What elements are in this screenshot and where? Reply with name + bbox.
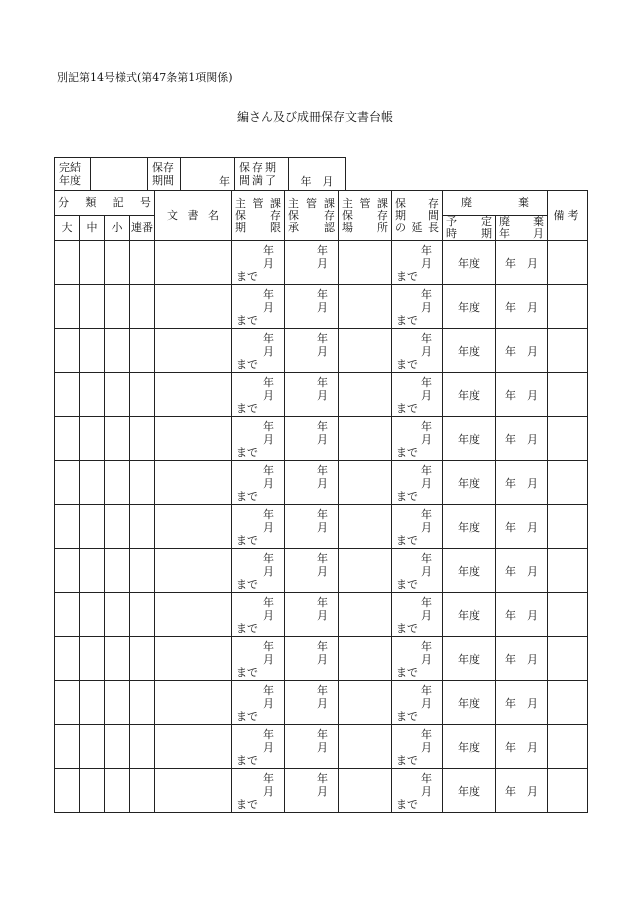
document-name-cell[interactable]: [155, 637, 232, 681]
document-name-cell[interactable]: [155, 549, 232, 593]
small-cell[interactable]: [105, 373, 130, 417]
document-name-cell[interactable]: [155, 241, 232, 285]
planned-disposal-cell[interactable]: 年度: [443, 593, 496, 637]
approval-cell[interactable]: 年 月: [285, 725, 339, 769]
extension-cell[interactable]: 年 月 まで: [392, 549, 443, 593]
remarks-cell[interactable]: [548, 417, 588, 461]
disposed-date-cell[interactable]: 年 月: [496, 681, 548, 725]
planned-disposal-cell[interactable]: 年度: [443, 549, 496, 593]
disposed-date-cell[interactable]: 年 月: [496, 241, 548, 285]
table-row: [55, 329, 588, 373]
planned-disposal-cell[interactable]: 年度: [443, 505, 496, 549]
approval-cell[interactable]: 年 月: [285, 505, 339, 549]
medium-cell[interactable]: [80, 329, 105, 373]
disposed-date-cell[interactable]: 年 月: [496, 373, 548, 417]
disposed-date-cell[interactable]: 年 月: [496, 637, 548, 681]
remarks-cell[interactable]: [548, 681, 588, 725]
disposed-date-cell[interactable]: 年 月: [496, 285, 548, 329]
retention-expiry-field[interactable]: [289, 158, 346, 191]
retention-limit-cell[interactable]: 年 月 まで: [232, 329, 285, 373]
extension-cell[interactable]: 年 月 まで: [392, 373, 443, 417]
serial-cell[interactable]: [130, 725, 155, 769]
classification-header: 分 類 記 号: [55, 191, 155, 216]
place-cell[interactable]: [339, 769, 392, 813]
approval-cell[interactable]: 年 月: [285, 769, 339, 813]
place-cell[interactable]: [339, 549, 392, 593]
medium-cell[interactable]: [80, 549, 105, 593]
approval-cell[interactable]: 年 月: [285, 593, 339, 637]
table-row: [55, 549, 588, 593]
table-row: [55, 285, 588, 329]
table-row: [55, 769, 588, 813]
place-cell[interactable]: [339, 285, 392, 329]
table-row: [55, 725, 588, 769]
extension-header: 保 存 期 間 の 延 長: [392, 191, 443, 241]
large-cell[interactable]: [55, 681, 80, 725]
small-cell[interactable]: [105, 461, 130, 505]
place-cell[interactable]: [339, 241, 392, 285]
remarks-cell[interactable]: [548, 725, 588, 769]
small-cell[interactable]: [105, 725, 130, 769]
large-cell[interactable]: [55, 505, 80, 549]
serial-cell[interactable]: [130, 681, 155, 725]
planned-disposal-cell[interactable]: 年度: [443, 681, 496, 725]
place-cell[interactable]: [339, 725, 392, 769]
medium-cell[interactable]: [80, 725, 105, 769]
medium-cell[interactable]: [80, 241, 105, 285]
disposed-header: 廃 棄 年 月: [496, 216, 548, 241]
table-row: [55, 241, 588, 285]
small-cell[interactable]: [105, 241, 130, 285]
disposed-date-cell[interactable]: 年 月: [496, 593, 548, 637]
retention-limit-cell[interactable]: 年 月 まで: [232, 549, 285, 593]
serial-cell[interactable]: [130, 241, 155, 285]
retention-limit-cell[interactable]: 年 月 まで: [232, 593, 285, 637]
approval-cell[interactable]: 年 月: [285, 461, 339, 505]
small-header: 小: [105, 216, 130, 241]
disposed-date-cell[interactable]: 年 月: [496, 549, 548, 593]
table-row: [55, 681, 588, 725]
retention-limit-cell[interactable]: 年 月 まで: [232, 681, 285, 725]
place-cell[interactable]: [339, 593, 392, 637]
main-place-header: 主 管 課 保 存 場 所: [339, 191, 392, 241]
disposed-date-cell[interactable]: 年 月: [496, 725, 548, 769]
large-cell[interactable]: [55, 285, 80, 329]
large-cell[interactable]: [55, 373, 80, 417]
extension-cell[interactable]: 年 月 まで: [392, 769, 443, 813]
planned-disposal-cell[interactable]: 年度: [443, 637, 496, 681]
document-name-cell[interactable]: [155, 681, 232, 725]
large-cell[interactable]: [55, 417, 80, 461]
extension-cell[interactable]: 年 月 まで: [392, 329, 443, 373]
document-name-cell[interactable]: [155, 461, 232, 505]
disposed-date-cell[interactable]: 年 月: [496, 769, 548, 813]
approval-cell[interactable]: 年 月: [285, 417, 339, 461]
large-cell[interactable]: [55, 549, 80, 593]
page-title: 編さん及び成冊保存文書台帳: [236, 110, 393, 124]
extension-cell[interactable]: 年 月 まで: [392, 725, 443, 769]
main-retention-header: 主 管 課 保 存 期 限: [232, 191, 285, 241]
serial-cell[interactable]: [130, 637, 155, 681]
extension-cell[interactable]: 年 月 まで: [392, 417, 443, 461]
serial-cell[interactable]: [130, 461, 155, 505]
serial-cell[interactable]: [130, 505, 155, 549]
year-unit: 年: [219, 175, 230, 188]
disposed-date-cell[interactable]: 年 月: [496, 329, 548, 373]
place-cell[interactable]: [339, 373, 392, 417]
retention-limit-cell[interactable]: 年 月 まで: [232, 725, 285, 769]
large-cell[interactable]: [55, 593, 80, 637]
remarks-cell[interactable]: [548, 769, 588, 813]
document-name-cell[interactable]: [155, 505, 232, 549]
place-cell[interactable]: [339, 461, 392, 505]
retention-limit-cell[interactable]: 年 月 まで: [232, 769, 285, 813]
retention-limit-cell[interactable]: 年 月 まで: [232, 505, 285, 549]
extension-cell[interactable]: 年 月 まで: [392, 461, 443, 505]
small-cell[interactable]: [105, 549, 130, 593]
document-name-cell[interactable]: [155, 373, 232, 417]
planned-disposal-cell[interactable]: 年度: [443, 769, 496, 813]
planned-disposal-cell[interactable]: 年度: [443, 329, 496, 373]
planned-disposal-cell[interactable]: 年度: [443, 373, 496, 417]
retention-period-label: 保存 期間: [148, 158, 181, 191]
large-cell[interactable]: [55, 461, 80, 505]
medium-cell[interactable]: [80, 637, 105, 681]
table-row: [55, 461, 588, 505]
extension-cell[interactable]: 年 月 まで: [392, 241, 443, 285]
document-name-cell[interactable]: [155, 593, 232, 637]
retention-limit-cell[interactable]: 年 月 まで: [232, 461, 285, 505]
document-name-cell[interactable]: [155, 725, 232, 769]
serial-cell[interactable]: [130, 373, 155, 417]
planned-disposal-cell[interactable]: 年度: [443, 461, 496, 505]
retention-period-field[interactable]: [181, 158, 235, 191]
planned-disposal-cell[interactable]: 年度: [443, 285, 496, 329]
retention-limit-cell[interactable]: 年 月 まで: [232, 241, 285, 285]
medium-cell[interactable]: [80, 373, 105, 417]
planned-disposal-cell[interactable]: 年度: [443, 417, 496, 461]
extension-cell[interactable]: 年 月 まで: [392, 505, 443, 549]
place-cell[interactable]: [339, 681, 392, 725]
planned-disposal-cell[interactable]: 年度: [443, 725, 496, 769]
approval-cell[interactable]: 年 月: [285, 637, 339, 681]
disposal-header: 廃 棄: [443, 191, 548, 216]
table-row: [55, 505, 588, 549]
retention-expiry-label: 保存期 間満了: [235, 158, 289, 191]
approval-cell[interactable]: 年 月: [285, 373, 339, 417]
serial-header: 連番: [130, 216, 155, 241]
small-cell[interactable]: [105, 285, 130, 329]
medium-cell[interactable]: [80, 769, 105, 813]
remarks-cell[interactable]: [548, 285, 588, 329]
approval-cell[interactable]: 年 月: [285, 241, 339, 285]
large-cell[interactable]: [55, 769, 80, 813]
medium-cell[interactable]: [80, 417, 105, 461]
disposed-date-cell[interactable]: 年 月: [496, 461, 548, 505]
place-cell[interactable]: [339, 417, 392, 461]
table-row: [55, 593, 588, 637]
table-row: [55, 373, 588, 417]
serial-cell[interactable]: [130, 285, 155, 329]
extension-cell[interactable]: 年 月 まで: [392, 593, 443, 637]
extension-cell[interactable]: 年 月 まで: [392, 285, 443, 329]
large-cell[interactable]: [55, 241, 80, 285]
serial-cell[interactable]: [130, 549, 155, 593]
medium-cell[interactable]: [80, 285, 105, 329]
large-header: 大: [55, 216, 80, 241]
retention-limit-cell[interactable]: 年 月 まで: [232, 417, 285, 461]
medium-cell[interactable]: [80, 681, 105, 725]
table-row: [55, 417, 588, 461]
place-cell[interactable]: [339, 329, 392, 373]
year-month-unit: 年 月: [300, 175, 334, 188]
remarks-cell[interactable]: [548, 329, 588, 373]
small-cell[interactable]: [105, 505, 130, 549]
serial-cell[interactable]: [130, 769, 155, 813]
remarks-cell[interactable]: [548, 461, 588, 505]
completion-year-field[interactable]: [91, 158, 148, 191]
ledger-table: [54, 190, 588, 813]
approval-cell[interactable]: 年 月: [285, 681, 339, 725]
small-cell[interactable]: [105, 417, 130, 461]
remarks-cell[interactable]: [548, 505, 588, 549]
planned-disposal-cell[interactable]: 年度: [443, 241, 496, 285]
small-cell[interactable]: [105, 637, 130, 681]
remarks-header: 備考: [548, 191, 588, 241]
approval-cell[interactable]: 年 月: [285, 285, 339, 329]
serial-cell[interactable]: [130, 329, 155, 373]
approval-cell[interactable]: 年 月: [285, 549, 339, 593]
serial-cell[interactable]: [130, 417, 155, 461]
place-cell[interactable]: [339, 505, 392, 549]
document-name-cell[interactable]: [155, 285, 232, 329]
main-approval-header: 主 管 課 保 存 承 認: [285, 191, 339, 241]
extension-cell[interactable]: 年 月 まで: [392, 637, 443, 681]
remarks-cell[interactable]: [548, 241, 588, 285]
remarks-cell[interactable]: [548, 593, 588, 637]
table-row: [55, 637, 588, 681]
place-cell[interactable]: [339, 637, 392, 681]
summary-table: [54, 157, 346, 191]
retention-limit-cell[interactable]: 年 月 まで: [232, 285, 285, 329]
remarks-cell[interactable]: [548, 549, 588, 593]
remarks-cell[interactable]: [548, 637, 588, 681]
completion-year-label: 完結 年度: [55, 158, 91, 191]
retention-limit-cell[interactable]: 年 月 まで: [232, 373, 285, 417]
medium-cell[interactable]: [80, 505, 105, 549]
planned-header: 予 定 時 期: [443, 216, 496, 241]
document-name-cell[interactable]: [155, 769, 232, 813]
retention-limit-cell[interactable]: 年 月 まで: [232, 637, 285, 681]
large-cell[interactable]: [55, 329, 80, 373]
medium-header: 中: [80, 216, 105, 241]
disposed-date-cell[interactable]: 年 月: [496, 505, 548, 549]
medium-cell[interactable]: [80, 461, 105, 505]
remarks-cell[interactable]: [548, 373, 588, 417]
large-cell[interactable]: [55, 725, 80, 769]
document-name-cell[interactable]: [155, 329, 232, 373]
small-cell[interactable]: [105, 769, 130, 813]
disposed-date-cell[interactable]: 年 月: [496, 417, 548, 461]
form-number-label: 別記第14号様式(第47条第1項関係): [57, 71, 233, 84]
medium-cell[interactable]: [80, 593, 105, 637]
approval-cell[interactable]: 年 月: [285, 329, 339, 373]
serial-cell[interactable]: [130, 593, 155, 637]
large-cell[interactable]: [55, 637, 80, 681]
document-name-cell[interactable]: [155, 417, 232, 461]
small-cell[interactable]: [105, 593, 130, 637]
extension-cell[interactable]: 年 月 まで: [392, 681, 443, 725]
small-cell[interactable]: [105, 329, 130, 373]
small-cell[interactable]: [105, 681, 130, 725]
document-name-header: 文 書 名: [155, 191, 232, 241]
